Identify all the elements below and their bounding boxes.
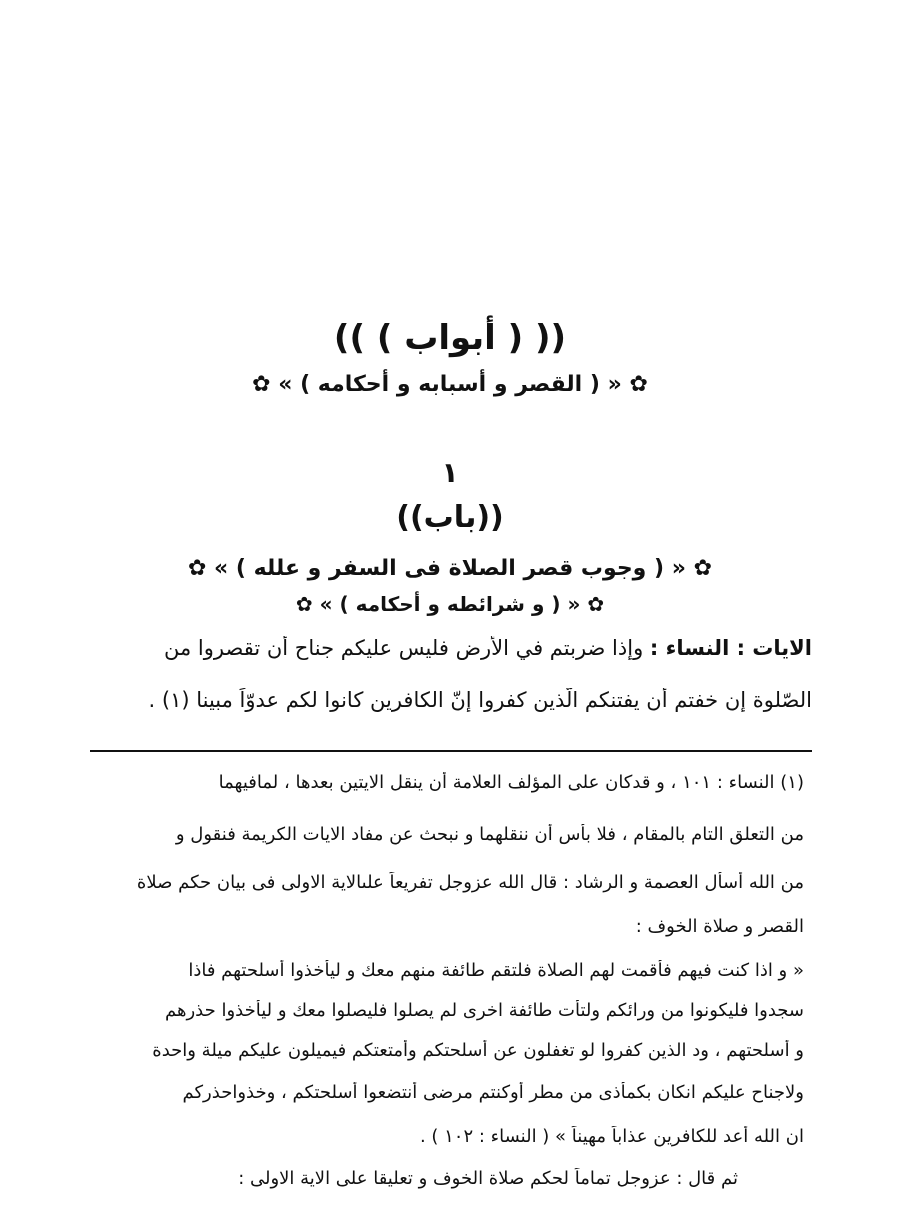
chapter-title-line-2: ✿ « ( و شرائطه و أحكامه ) » ✿ [295, 592, 605, 616]
footnote-closing-line: ثم قال : عزوجل تماماً لحكم صلاة الخوف و تعليقا على الاية الاولى : [238, 1168, 738, 1189]
footnote-divider [90, 750, 812, 752]
footnote-line-3: من الله أسأل العصمة و الرشاد : قال الله عزوجل تفريعاً علىالاية الاولى فى بيان حكم صلاة [136, 872, 804, 893]
section-heading: (( ( أبواب ) )) [333, 318, 567, 358]
section-subheading: ✿ « ( القصر و أسبابه و أحكامه ) » ✿ [252, 372, 648, 397]
verse-line-1-text: وإذا ضربتم في الأرض فليس عليكم جناح أن تقصروا من [164, 636, 644, 660]
quote-line-1: « و اذا كنت فيهم فأقمت لهم الصلاة فلتقم طائفة منهم معك و ليأخذوا أسلحتهم فاذا [188, 960, 804, 981]
footnote-line-1: (١) النساء : ١٠١ ، و قدكان على المؤلف العلامة أن ينقل الايتين بعدها ، لمافيهما [218, 772, 804, 793]
footnote-line-2: من التعلق التام بالمقام ، فلا بأس أن ننقلهما و نبحث عن مفاد الايات الكريمة فنقول و [175, 824, 804, 845]
chapter-title-line-1: ✿ « ( وجوب قصر الصلاة فى السفر و علله ) » ✿ [187, 556, 713, 581]
verse-line-2: الصّلوة إن خفتم أن يفتنكم الّذين كفروا إنّ الكافرين كانوا لكم عدوّاً مبينا (١) . [148, 688, 812, 712]
verse-line-1 [88, 636, 812, 660]
quote-line-3: و أسلحتهم ، ود الذين كفروا لو تغفلون عن أسلحتكم وأمتعتكم فيميلون عليكم ميلة واحدة [152, 1040, 804, 1061]
footnote-line-4: القصر و صلاة الخوف : [635, 916, 804, 937]
chapter-label: ((باب)) [396, 500, 504, 535]
verses-lead-label: الايات : النساء : [649, 636, 812, 660]
chapter-number: ١ [441, 456, 459, 489]
quote-line-5: ان الله أعد للكافرين عذاباً مهيناً » ( النساء : ١٠٢ ) . [419, 1126, 804, 1147]
quote-line-2: سجدوا فليكونوا من ورائكم ولتأت طائفة اخرى لم يصلوا فليصلوا معك و ليأخذوا حذرهم [165, 1000, 804, 1021]
quote-line-4: ولاجناح عليكم انكان بكمأذى من مطر أوكنتم مرضى أنتضعوا أسلحتكم ، وخذواحذركم [182, 1082, 804, 1103]
